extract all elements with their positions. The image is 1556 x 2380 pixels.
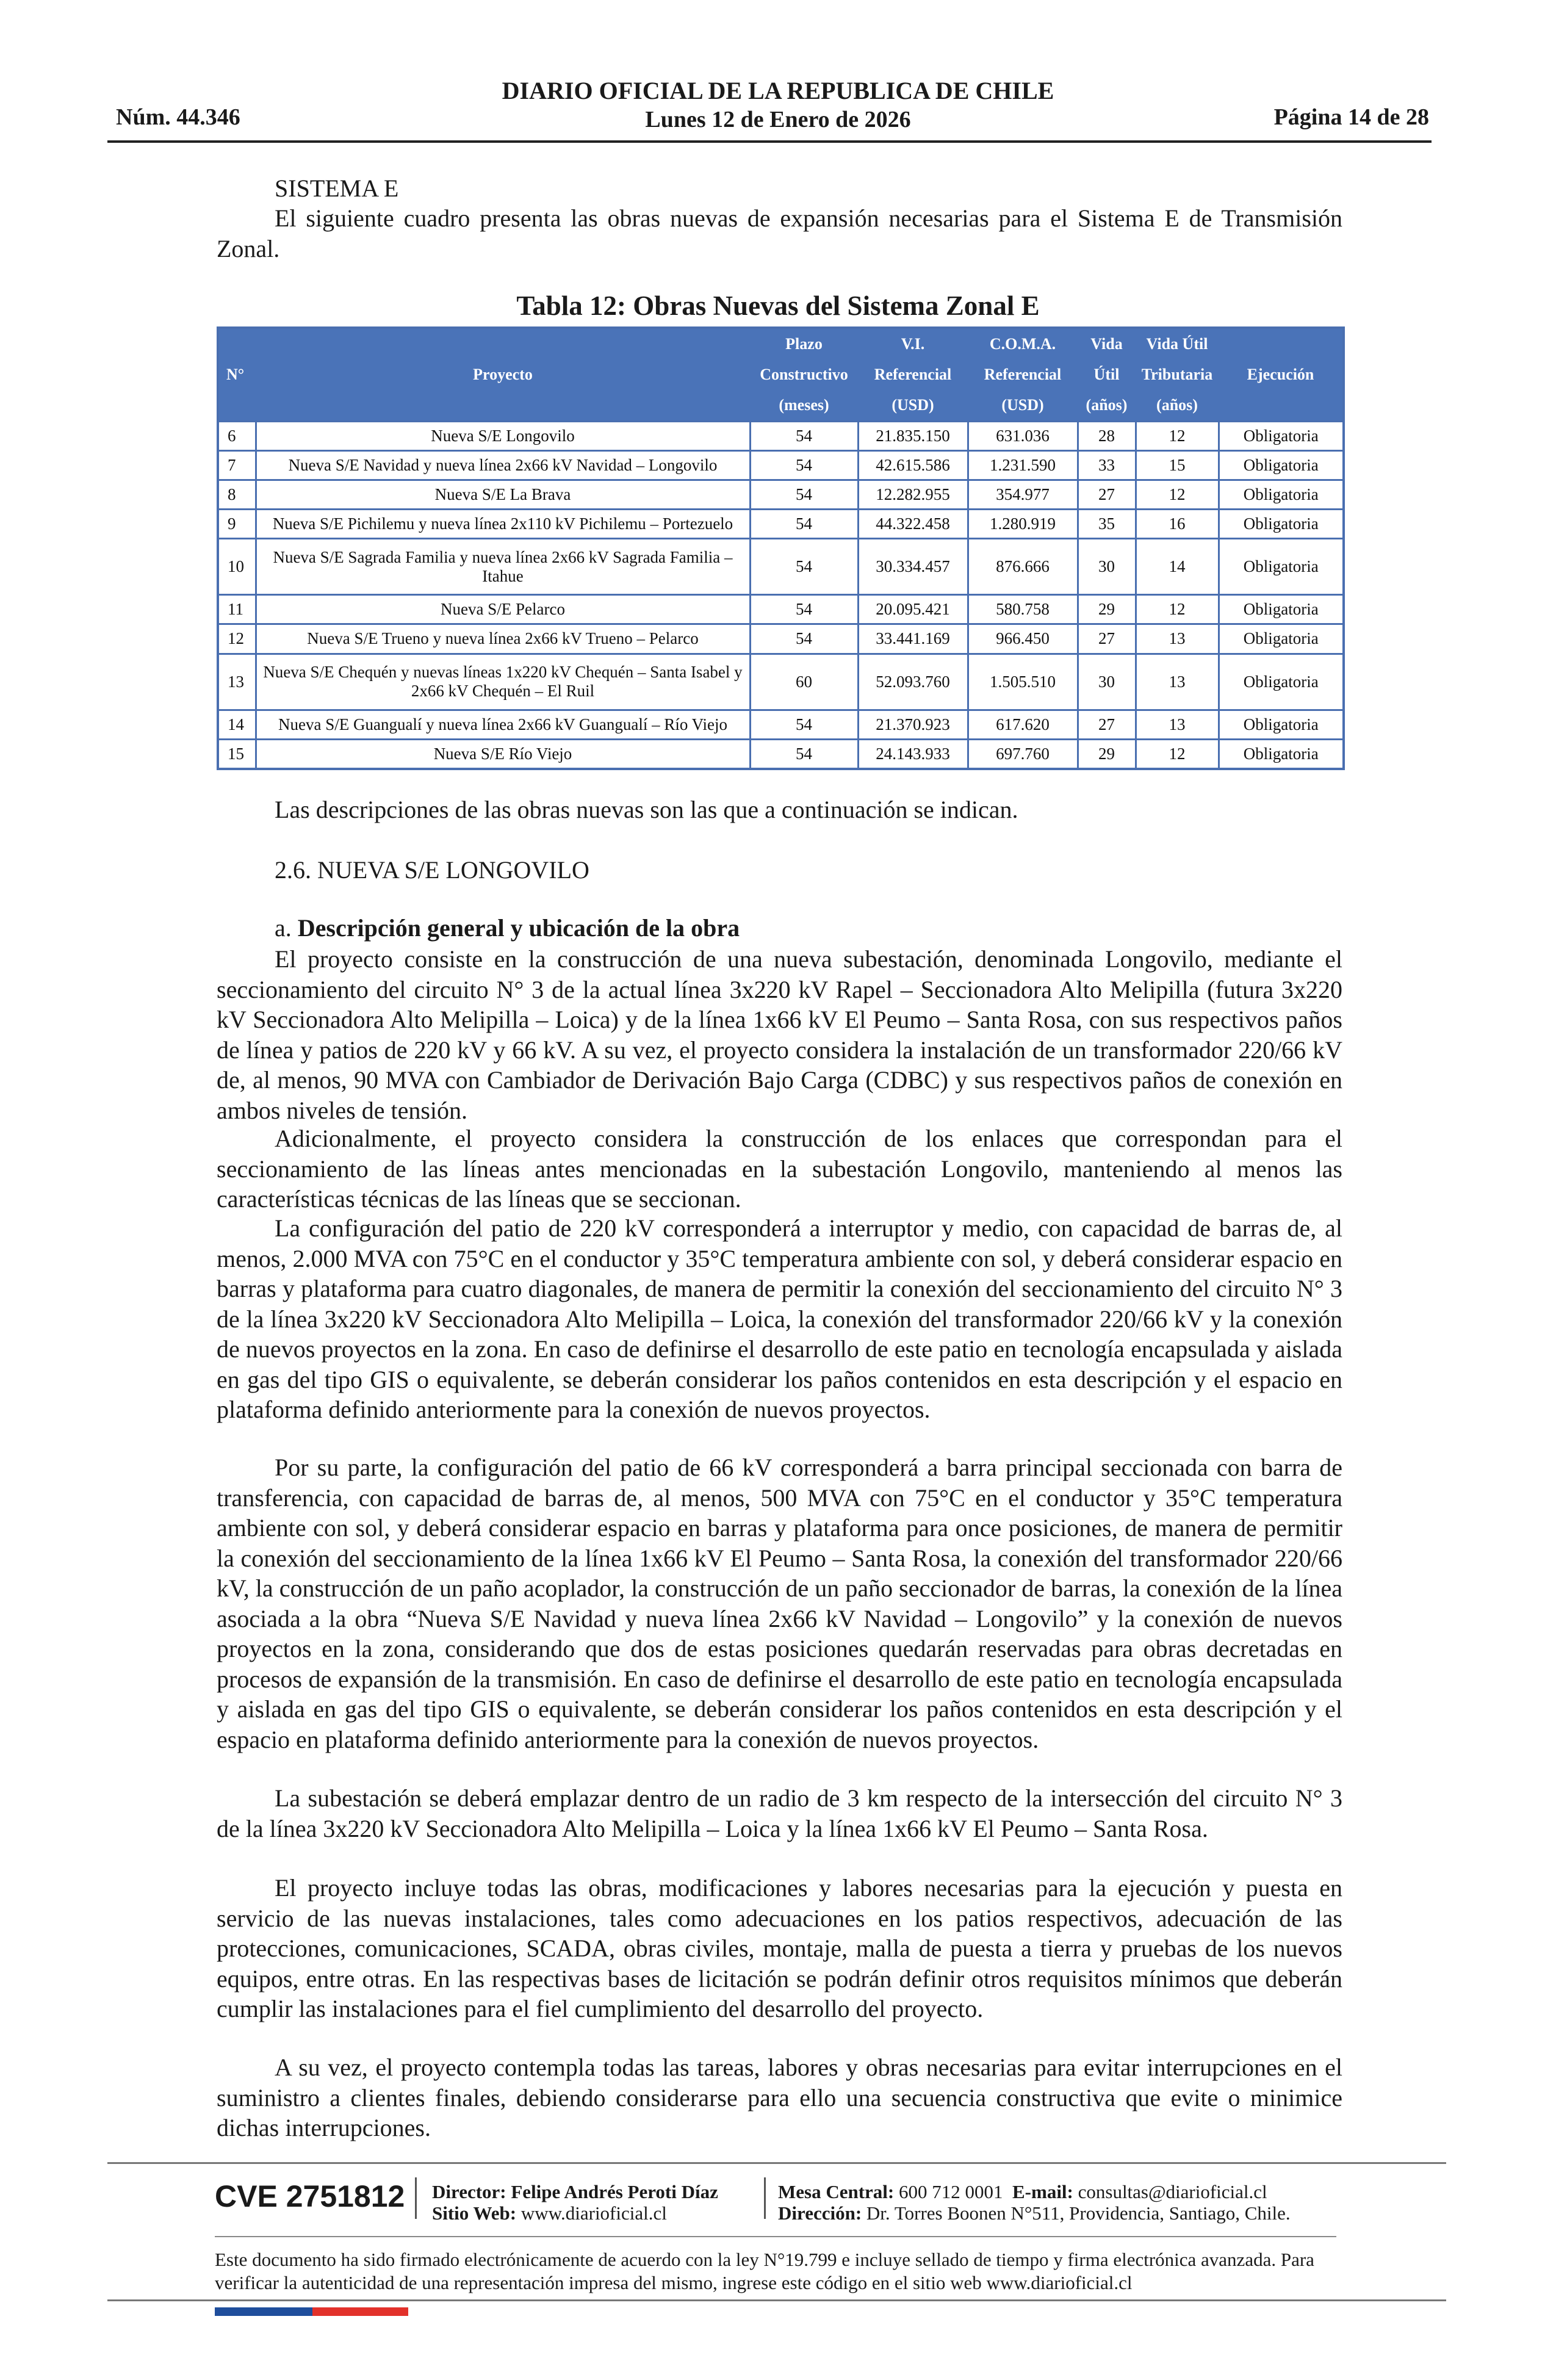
obras-table <box>217 326 1345 770</box>
cell-ejecucion: Obligatoria <box>1219 480 1344 510</box>
cell-n: 14 <box>218 710 256 739</box>
col-header-plazo-3: (meses) <box>750 390 858 422</box>
publication-title: DIARIO OFICIAL DE LA REPUBLICA DE CHILE <box>502 77 1054 104</box>
col-header-vida-2: Útil <box>1078 359 1136 390</box>
cell-vida: 30 <box>1078 539 1136 595</box>
body-paragraph-1: El proyecto consiste en la construcción de una nueva subestación, denominada Longovilo, mediante el seccionamiento del circuito N° 3 de la actual línea 3x220 kV Rapel – Seccionadora Alto Melipilla (futura 3x220 kV Seccionadora Alto Melipilla – Loica) y de la línea 1x66 kV El Peumo – Santa Rosa, con sus respectivos paños de línea y patios de 220 kV y 66 kV. A su vez, el proyecto considera la instalación de un transformador 220/66 kV de, al menos, 90 MVA con Cambiador de Derivación Bajo Carga (CDBC) y sus respectivos paños de conexión en ambos niveles de tensión. <box>217 945 1342 1124</box>
table-row <box>218 595 1344 624</box>
cell-vida-tributaria: 12 <box>1136 595 1219 624</box>
cell-proyecto: Nueva S/E Guangualí y nueva línea 2x66 kV Guangualí – Río Viejo <box>256 710 750 739</box>
cell-vi: 24.143.933 <box>858 739 968 769</box>
table-row <box>218 654 1344 710</box>
cell-vi: 20.095.421 <box>858 595 968 624</box>
cell-vida-tributaria: 13 <box>1136 654 1219 710</box>
cell-n: 8 <box>218 480 256 510</box>
cell-proyecto: Nueva S/E Sagrada Familia y nueva línea 2x66 kV Sagrada Familia – Itahue <box>256 539 750 595</box>
cell-plazo: 54 <box>750 539 858 595</box>
col-header-vi-1: V.I. <box>858 328 968 359</box>
col-header-proyecto: Proyecto <box>256 328 750 422</box>
subsection-prefix: a. <box>275 914 292 942</box>
cell-vi: 33.441.169 <box>858 624 968 654</box>
cell-vida-tributaria: 12 <box>1136 480 1219 510</box>
cell-proyecto: Nueva S/E Río Viejo <box>256 739 750 769</box>
cell-ejecucion: Obligatoria <box>1219 595 1344 624</box>
cell-vida: 30 <box>1078 654 1136 710</box>
cell-plazo: 54 <box>750 739 858 769</box>
cell-coma: 617.620 <box>968 710 1078 739</box>
body-paragraph-6: El proyecto incluye todas las obras, modificaciones y labores necesarias para la ejecución y puesta en servicio de las nuevas instalaciones, tales como adecuaciones en los patios respectivos, adecuación de las protecciones, comunicaciones, SCADA, obras civiles, montaje, malla de puesta a tierra y pruebas de los nuevos equipos, entre otras. En las respectivas bases de licitación se podrán definir otros requisitos mínimos que deberán cumplir las instalaciones para el fiel cumplimiento del desarrollo del proyecto. <box>217 1874 1342 2022</box>
flag-stripe-red <box>312 2307 408 2316</box>
table-row <box>218 739 1344 769</box>
system-heading: SISTEMA E <box>275 175 399 202</box>
col-header-coma-1: C.O.M.A. <box>968 328 1078 359</box>
cell-n: 6 <box>218 422 256 451</box>
cell-coma: 354.977 <box>968 480 1078 510</box>
cell-coma: 631.036 <box>968 422 1078 451</box>
cell-proyecto: Nueva S/E Chequén y nuevas líneas 1x220 kV Chequén – Santa Isabel y 2x66 kV Chequén – El Ruil <box>256 654 750 710</box>
col-header-vida-3: (años) <box>1078 390 1136 422</box>
cell-plazo: 54 <box>750 451 858 480</box>
footer-separator <box>415 2177 417 2219</box>
website-link[interactable]: www.diarioficial.cl <box>520 2202 667 2224</box>
cell-vi: 21.835.150 <box>858 422 968 451</box>
table-body <box>218 422 1344 770</box>
cell-proyecto: Nueva S/E Pichilemu y nueva línea 2x110 kV Pichilemu – Portezuelo <box>256 510 750 539</box>
col-header-coma-3: (USD) <box>968 390 1078 422</box>
cell-plazo: 54 <box>750 710 858 739</box>
cell-coma: 1.505.510 <box>968 654 1078 710</box>
col-header-vida-1: Vida <box>1078 328 1136 359</box>
cell-vida-tributaria: 15 <box>1136 451 1219 480</box>
header-divider <box>107 140 1432 143</box>
cell-coma: 580.758 <box>968 595 1078 624</box>
cell-coma: 1.280.919 <box>968 510 1078 539</box>
cell-ejecucion: Obligatoria <box>1219 624 1344 654</box>
cell-vida-tributaria: 13 <box>1136 624 1219 654</box>
cell-vida: 33 <box>1078 451 1136 480</box>
cell-coma: 966.450 <box>968 624 1078 654</box>
col-header-n: N° <box>218 328 256 422</box>
website-label: Sitio Web: <box>432 2202 517 2224</box>
cell-vi: 30.334.457 <box>858 539 968 595</box>
footer-separator <box>764 2177 766 2219</box>
director-name: Felipe Andrés Peroti Díaz <box>511 2181 718 2202</box>
footer-divider <box>107 2162 1446 2164</box>
cell-vida-tributaria: 16 <box>1136 510 1219 539</box>
cell-n: 13 <box>218 654 256 710</box>
cell-plazo: 60 <box>750 654 858 710</box>
table-row <box>218 539 1344 595</box>
table-row <box>218 451 1344 480</box>
cell-proyecto: Nueva S/E La Brava <box>256 480 750 510</box>
col-header-vidat-3: (años) <box>1136 390 1219 422</box>
body-paragraph-5: La subestación se deberá emplazar dentro de un radio de 3 km respecto de la intersección del circuito N° 3 de la línea 3x220 kV Seccionadora Alto Melipilla – Loica y la línea 1x66 kV El Peumo – Santa Rosa. <box>217 1784 1342 1842</box>
table-followup-text: Las descripciones de las obras nuevas son las que a continuación se indican. <box>275 796 1018 823</box>
cell-vida: 35 <box>1078 510 1136 539</box>
cell-vi: 12.282.955 <box>858 480 968 510</box>
col-header-vidat-2: Tributaria <box>1136 359 1219 390</box>
mesa-phone: 600 712 0001 <box>899 2181 1003 2202</box>
cell-ejecucion: Obligatoria <box>1219 451 1344 480</box>
cell-n: 12 <box>218 624 256 654</box>
cell-proyecto: Nueva S/E Trueno y nueva línea 2x66 kV Trueno – Pelarco <box>256 624 750 654</box>
cell-n: 10 <box>218 539 256 595</box>
cell-proyecto: Nueva S/E Navidad y nueva línea 2x66 kV Navidad – Longovilo <box>256 451 750 480</box>
cell-vida: 27 <box>1078 480 1136 510</box>
cell-vida: 29 <box>1078 739 1136 769</box>
body-paragraph-7: A su vez, el proyecto contempla todas las tareas, labores y obras necesarias para evitar interrupciones en el suministro a clientes finales, debiendo considerarse para ello una secuencia constructiva que evite o minimice dichas interrupciones. <box>217 2054 1342 2141</box>
col-header-plazo-2: Constructivo <box>750 359 858 390</box>
footer-divider-bottom <box>107 2299 1446 2301</box>
publication-date: Lunes 12 de Enero de 2026 <box>645 107 911 132</box>
col-header-coma-2: Referencial <box>968 359 1078 390</box>
subsection-title: Descripción general y ubicación de la obra <box>297 914 740 942</box>
table-row <box>218 624 1344 654</box>
body-paragraph-4: Por su parte, la configuración del patio de 66 kV corresponderá a barra principal seccionada con barra de transferencia, con capacidad de barras de, al menos, 500 MVA con 75°C en el conductor y 35°C temperatura ambiente con sol, y deberá considerar espacio en barras y plataforma para once posiciones, de manera de permitir la conexión del seccionamiento de la línea 1x66 kV El Peumo – Santa Rosa, la conexión del transformador 220/66 kV, la construcción de un paño acoplador, la construcción de un paño seccionador de barras, la conexión de la línea asociada a la obra “Nueva S/E Navidad y nueva línea 2x66 kV Navidad – Longovilo” y la conexión de nuevos proyectos en la zona, considerando que dos de estas posiciones quedarán reservadas para obras decretadas en procesos de expansión de la transmisión. En caso de definirse el desarrollo de este patio en tecnología encapsulada y aislada en gas del tipo GIS o equivalente, se deberán considerar los paños contenidos en esta descripción y el espacio en plataforma definido anteriormente para la conexión de nuevos proyectos. <box>217 1454 1342 1753</box>
cell-vida-tributaria: 12 <box>1136 422 1219 451</box>
mesa-label: Mesa Central: <box>778 2181 895 2202</box>
subsection-heading <box>275 913 740 943</box>
section-heading: 2.6. NUEVA S/E LONGOVILO <box>275 856 589 884</box>
address-label: Dirección: <box>778 2202 862 2224</box>
footer-divider-inner <box>215 2236 1336 2237</box>
cell-ejecucion: Obligatoria <box>1219 739 1344 769</box>
table-row <box>218 422 1344 451</box>
cell-plazo: 54 <box>750 422 858 451</box>
address-text: Dr. Torres Boonen N°511, Providencia, Santiago, Chile. <box>866 2202 1291 2224</box>
page-number: Página 14 de 28 <box>1273 104 1429 130</box>
cve-code: CVE 2751812 <box>215 2179 405 2213</box>
cell-ejecucion: Obligatoria <box>1219 422 1344 451</box>
issue-number: Núm. 44.346 <box>116 104 240 130</box>
cell-vi: 52.093.760 <box>858 654 968 710</box>
table-header <box>218 328 1344 422</box>
cell-vida: 27 <box>1078 624 1136 654</box>
cell-vi: 21.370.923 <box>858 710 968 739</box>
col-header-vidat-1: Vida Útil <box>1136 328 1219 359</box>
cell-n: 9 <box>218 510 256 539</box>
email-link[interactable]: consultas@diarioficial.cl <box>1078 2181 1267 2202</box>
cell-ejecucion: Obligatoria <box>1219 710 1344 739</box>
cell-n: 11 <box>218 595 256 624</box>
cell-proyecto: Nueva S/E Pelarco <box>256 595 750 624</box>
cell-vi: 42.615.586 <box>858 451 968 480</box>
cell-coma: 697.760 <box>968 739 1078 769</box>
col-header-plazo-1: Plazo <box>750 328 858 359</box>
footer-contact-block <box>778 2181 1291 2224</box>
intro-paragraph: El siguiente cuadro presenta las obras nuevas de expansión necesarias para el Sistema E de Transmisión Zonal. <box>217 204 1342 262</box>
col-header-vi-2: Referencial <box>858 359 968 390</box>
body-paragraph-3: La configuración del patio de 220 kV corresponderá a interruptor y medio, con capacidad de barras de, al menos, 2.000 MVA con 75°C en el conductor y 35°C temperatura ambiente con sol, y deberá considerar espacio en barras y plataforma para cuatro diagonales, de manera de permitir la conexión del seccionamiento del circuito N° 3 de la línea 3x220 kV Seccionadora Alto Melipilla – Loica, la conexión del transformador 220/66 kV y la conexión de nuevos proyectos en la zona. En caso de definirse el desarrollo de este patio en tecnología encapsulada y aislada en gas del tipo GIS o equivalente, se deberán considerar los paños contenidos en esta descripción y el espacio en plataforma definido anteriormente para la conexión de nuevos proyectos. <box>217 1214 1342 1423</box>
col-header-vi-3: (USD) <box>858 390 968 422</box>
cell-proyecto: Nueva S/E Longovilo <box>256 422 750 451</box>
cell-ejecucion: Obligatoria <box>1219 510 1344 539</box>
cell-vida-tributaria: 12 <box>1136 739 1219 769</box>
cell-coma: 1.231.590 <box>968 451 1078 480</box>
table-row <box>218 510 1344 539</box>
cell-plazo: 54 <box>750 595 858 624</box>
cell-vida-tributaria: 13 <box>1136 710 1219 739</box>
cell-vida: 27 <box>1078 710 1136 739</box>
cell-n: 7 <box>218 451 256 480</box>
cell-vida: 28 <box>1078 422 1136 451</box>
col-header-ejecucion: Ejecución <box>1219 328 1344 422</box>
cell-plazo: 54 <box>750 624 858 654</box>
cell-ejecucion: Obligatoria <box>1219 654 1344 710</box>
footer-director-block <box>432 2181 718 2224</box>
body-paragraph-2: Adicionalmente, el proyecto considera la construcción de los enlaces que correspondan para el seccionamiento de las líneas antes mencionadas en la subestación Longovilo, manteniendo al menos las características técnicas de las líneas que se seccionan. <box>217 1125 1342 1213</box>
table-title: Tabla 12: Obras Nuevas del Sistema Zonal E <box>516 290 1040 321</box>
cell-plazo: 54 <box>750 510 858 539</box>
flag-stripe-blue <box>215 2307 312 2316</box>
table-row <box>218 710 1344 739</box>
director-label: Director: <box>432 2181 506 2202</box>
table-row <box>218 480 1344 510</box>
cell-vida: 29 <box>1078 595 1136 624</box>
cell-coma: 876.666 <box>968 539 1078 595</box>
cell-vi: 44.322.458 <box>858 510 968 539</box>
cell-ejecucion: Obligatoria <box>1219 539 1344 595</box>
cell-vida-tributaria: 14 <box>1136 539 1219 595</box>
cell-plazo: 54 <box>750 480 858 510</box>
email-label: E-mail: <box>1012 2181 1073 2202</box>
cell-n: 15 <box>218 739 256 769</box>
legal-notice: Este documento ha sido firmado electrónicamente de acuerdo con la ley N°19.799 e incluye sellado de tiempo y firma electrónica avanzada. Para verificar la autenticidad de una representación impresa del mismo, ingrese este código en el sitio web www.diarioficial.cl <box>215 2249 1314 2293</box>
